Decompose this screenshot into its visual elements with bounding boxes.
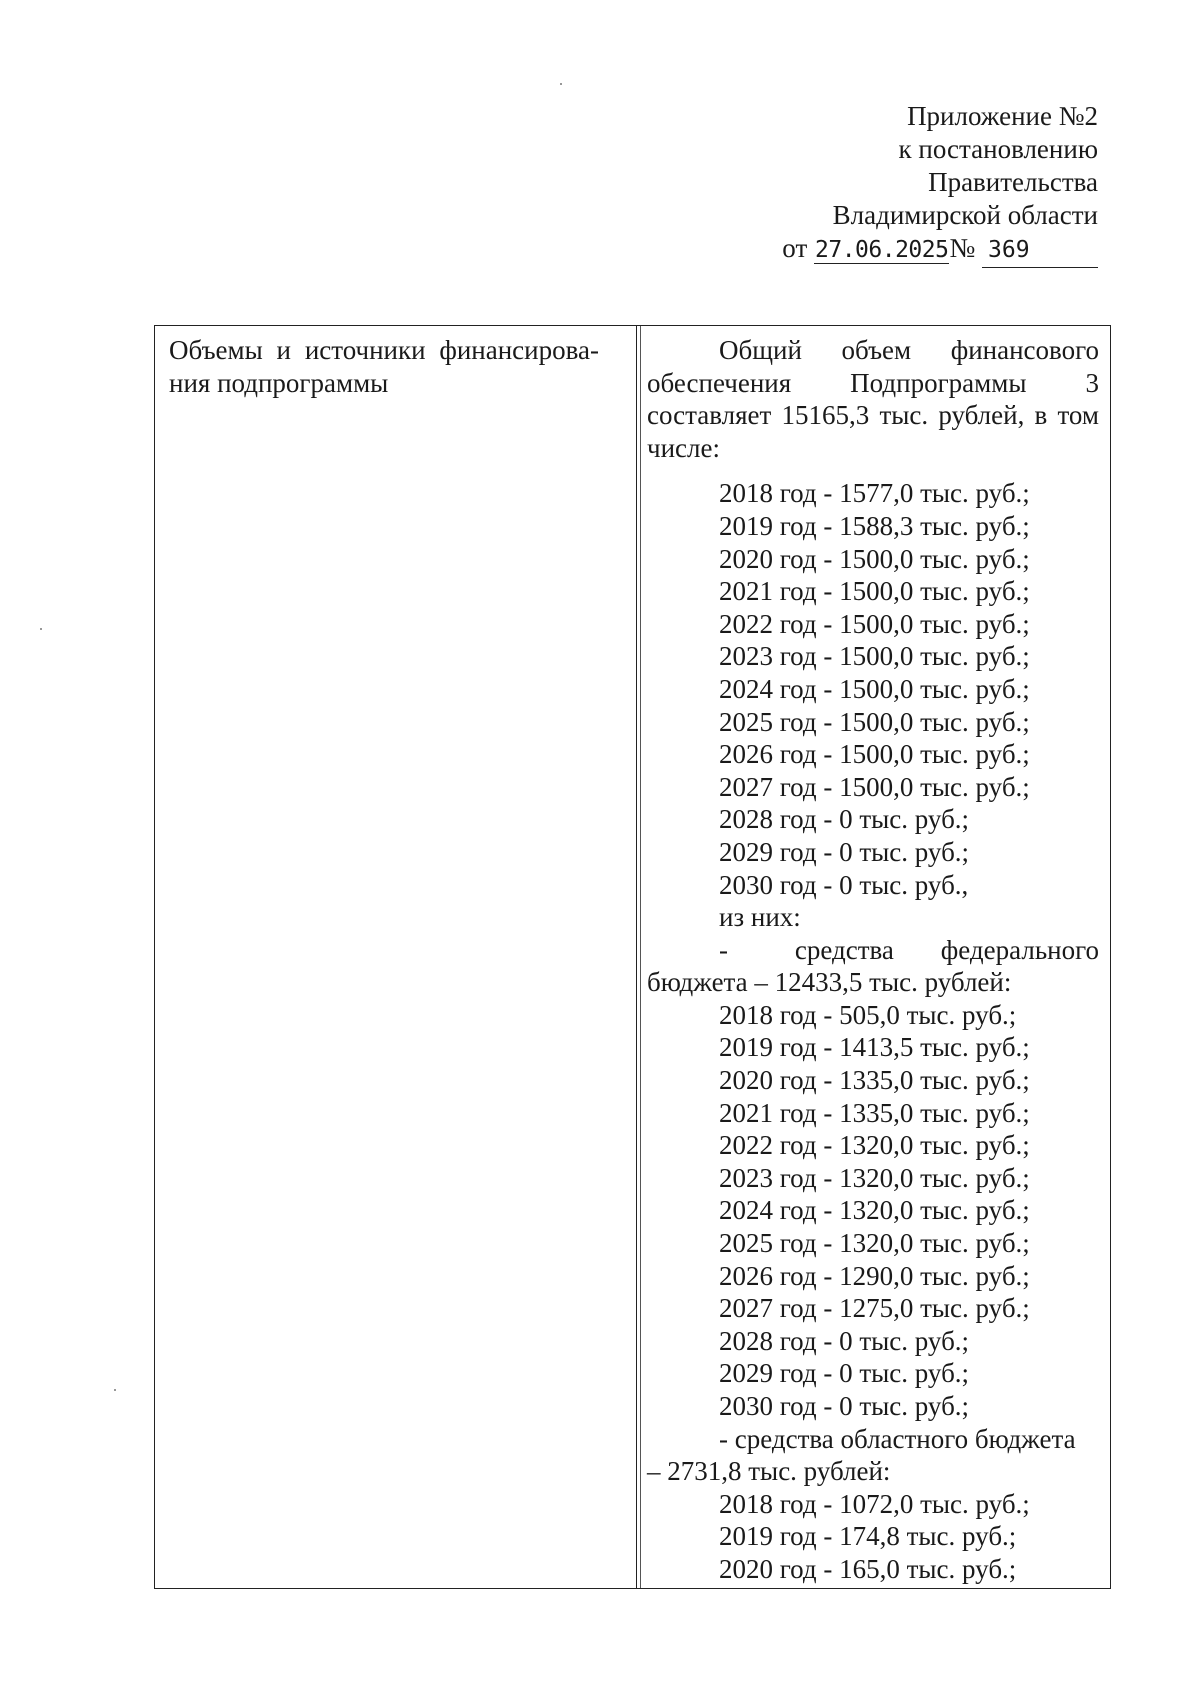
column-divider [636,326,637,1588]
resolution-ref: к постановлению [898,134,1098,164]
document-header [782,100,1098,268]
scan-speck [560,83,562,85]
list-item: 2029 год - 0 тыс. руб.; [719,836,970,867]
financing-label-text: Объемы и источники финансирова-ния подпрограммы [169,335,599,398]
list-item: 2019 год - 1413,5 тыс. руб.; [719,1032,1030,1063]
list-item: 2020 год - 1500,0 тыс. руб.; [719,543,1030,574]
of-them-label: из них: [719,902,801,933]
scan-speck [40,628,42,630]
number-sign: № [949,233,976,263]
list-item: 2028 год - 0 тыс. руб.; [719,804,970,835]
list-item: 2027 год - 1500,0 тыс. руб.; [719,771,1030,802]
financing-label [169,334,599,400]
regional-budget-heading: - средства областного бюджета [719,1423,1076,1454]
government-ref: Правительства [928,167,1098,197]
total-years-list [647,477,1099,901]
list-item: 2019 год - 1588,3 тыс. руб.; [719,510,1030,541]
federal-budget-heading [647,934,1099,967]
list-item: 2023 год - 1320,0 тыс. руб.; [719,1162,1030,1193]
list-item: 2028 год - 0 тыс. руб.; [719,1325,970,1356]
date-prefix: от [782,233,808,263]
list-item: 2025 год - 1500,0 тыс. руб.; [719,706,1030,737]
list-item: 2025 год - 1320,0 тыс. руб.; [719,1228,1030,1259]
list-item: 2021 год - 1335,0 тыс. руб.; [719,1097,1030,1128]
list-item: 2024 год - 1500,0 тыс. руб.; [719,673,1030,704]
list-item: 2023 год - 1500,0 тыс. руб.; [719,641,1030,672]
scan-speck [114,1389,116,1391]
list-item: 2026 год - 1500,0 тыс. руб.; [719,739,1030,770]
column-divider-inner [640,326,641,1588]
financing-value-cell [647,334,1099,1586]
list-item: 2024 год - 1320,0 тыс. руб.; [719,1195,1030,1226]
federal-word-1: средства [794,934,894,965]
list-item: 2018 год - 1072,0 тыс. руб.; [719,1488,1030,1519]
list-item: 2022 год - 1500,0 тыс. руб.; [719,608,1030,639]
list-item: 2027 год - 1275,0 тыс. руб.; [719,1293,1030,1324]
list-item: 2019 год - 174,8 тыс. руб.; [719,1521,1017,1552]
region-ref: Владимирской области [832,200,1098,230]
total-volume-paragraph: Общий объем финансового обеспечения Подпрограммы 3 составляет 15165,3 тыс. рублей, в том числе: [647,335,1099,463]
list-item: 2018 год - 1577,0 тыс. руб.; [719,478,1030,509]
federal-word-2: федерального [940,934,1099,965]
list-item: 2029 год - 0 тыс. руб.; [719,1358,970,1389]
resolution-date: 27.06.2025 [815,237,949,263]
federal-years-list [647,999,1099,1423]
list-item: 2030 год - 0 тыс. руб., [719,869,969,900]
federal-budget-total: бюджета – 12433,5 тыс. рублей: [647,967,1012,998]
financing-table [154,325,1111,1589]
list-item: 2021 год - 1500,0 тыс. руб.; [719,576,1030,607]
appendix-title: Приложение №2 [907,101,1098,131]
financing-label-cell [169,334,629,400]
resolution-date-line [782,232,1098,268]
list-item: 2026 год - 1290,0 тыс. руб.; [719,1260,1030,1291]
list-item: 2018 год - 505,0 тыс. руб.; [719,999,1017,1030]
regional-years-list [647,1488,1099,1586]
federal-dash: - [719,934,728,965]
resolution-number: 369 [982,234,1098,268]
list-item: 2020 год - 1335,0 тыс. руб.; [719,1065,1030,1096]
list-item: 2030 год - 0 тыс. руб.; [719,1391,970,1421]
list-item: 2022 год - 1320,0 тыс. руб.; [719,1130,1030,1161]
list-item: 2020 год - 165,0 тыс. руб.; [719,1553,1017,1584]
regional-budget-total: – 2731,8 тыс. рублей: [647,1456,891,1487]
